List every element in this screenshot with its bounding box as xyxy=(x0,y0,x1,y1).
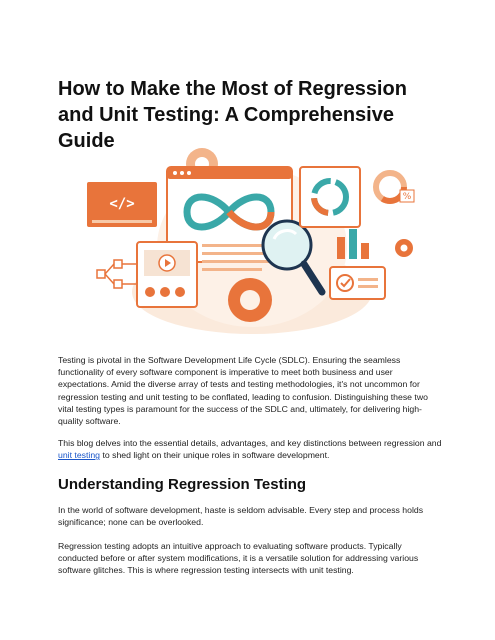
blog-paragraph-text-end: to shed light on their unique roles in software development. xyxy=(100,450,330,461)
button-icon xyxy=(145,287,155,297)
cycle-panel xyxy=(300,167,360,227)
media-panel xyxy=(137,242,197,307)
blog-paragraph-text: This blog delves into the essential details, advantages, and key distinctions between regression and xyxy=(58,438,442,448)
blog-paragraph xyxy=(58,437,443,461)
gear-icon-right xyxy=(395,239,413,257)
button-icon xyxy=(175,287,185,297)
section-paragraph-1: In the world of software development, haste is seldom advisable. Every step and process holds significance; none can be overlooked. xyxy=(58,505,424,528)
page-title: How to Make the Most of Regression and Unit Testing: A Comprehensive Guide xyxy=(58,78,407,152)
intro-paragraph: Testing is pivotal in the Software Development Life Cycle (SDLC). Ensuring the seamless functionality of every software component is imperative to meet both business and user expectations. Amid the diverse array of tests and testing methodologies, it's not uncommon for regression testing and unit testing to be conflated, leading to confusion. Distinguishing these two vital testing types is paramount for the success of the SDLC and, ultimately, for delivering high-quality software. xyxy=(58,355,428,427)
percent-sign: % xyxy=(402,192,412,202)
unit-testing-link[interactable]: unit testing xyxy=(58,450,101,461)
checklist-panel xyxy=(330,267,385,299)
code-panel xyxy=(87,182,157,227)
hero-illustration xyxy=(82,142,422,342)
section-heading: Understanding Regression Testing xyxy=(58,476,307,493)
section-paragraph-2: Regression testing adopts an intuitive approach to evaluating software products. Typically conducted before or after system modifications, it is a versatile solution for addressing various software glitches. This is where regression testing intersects with unit testing. xyxy=(58,541,419,576)
donut-percent-icon xyxy=(376,173,414,202)
button-icon xyxy=(160,287,170,297)
code-tag: </> xyxy=(109,196,135,212)
gear-icon-bottom xyxy=(228,278,272,322)
network-icon xyxy=(97,260,142,288)
